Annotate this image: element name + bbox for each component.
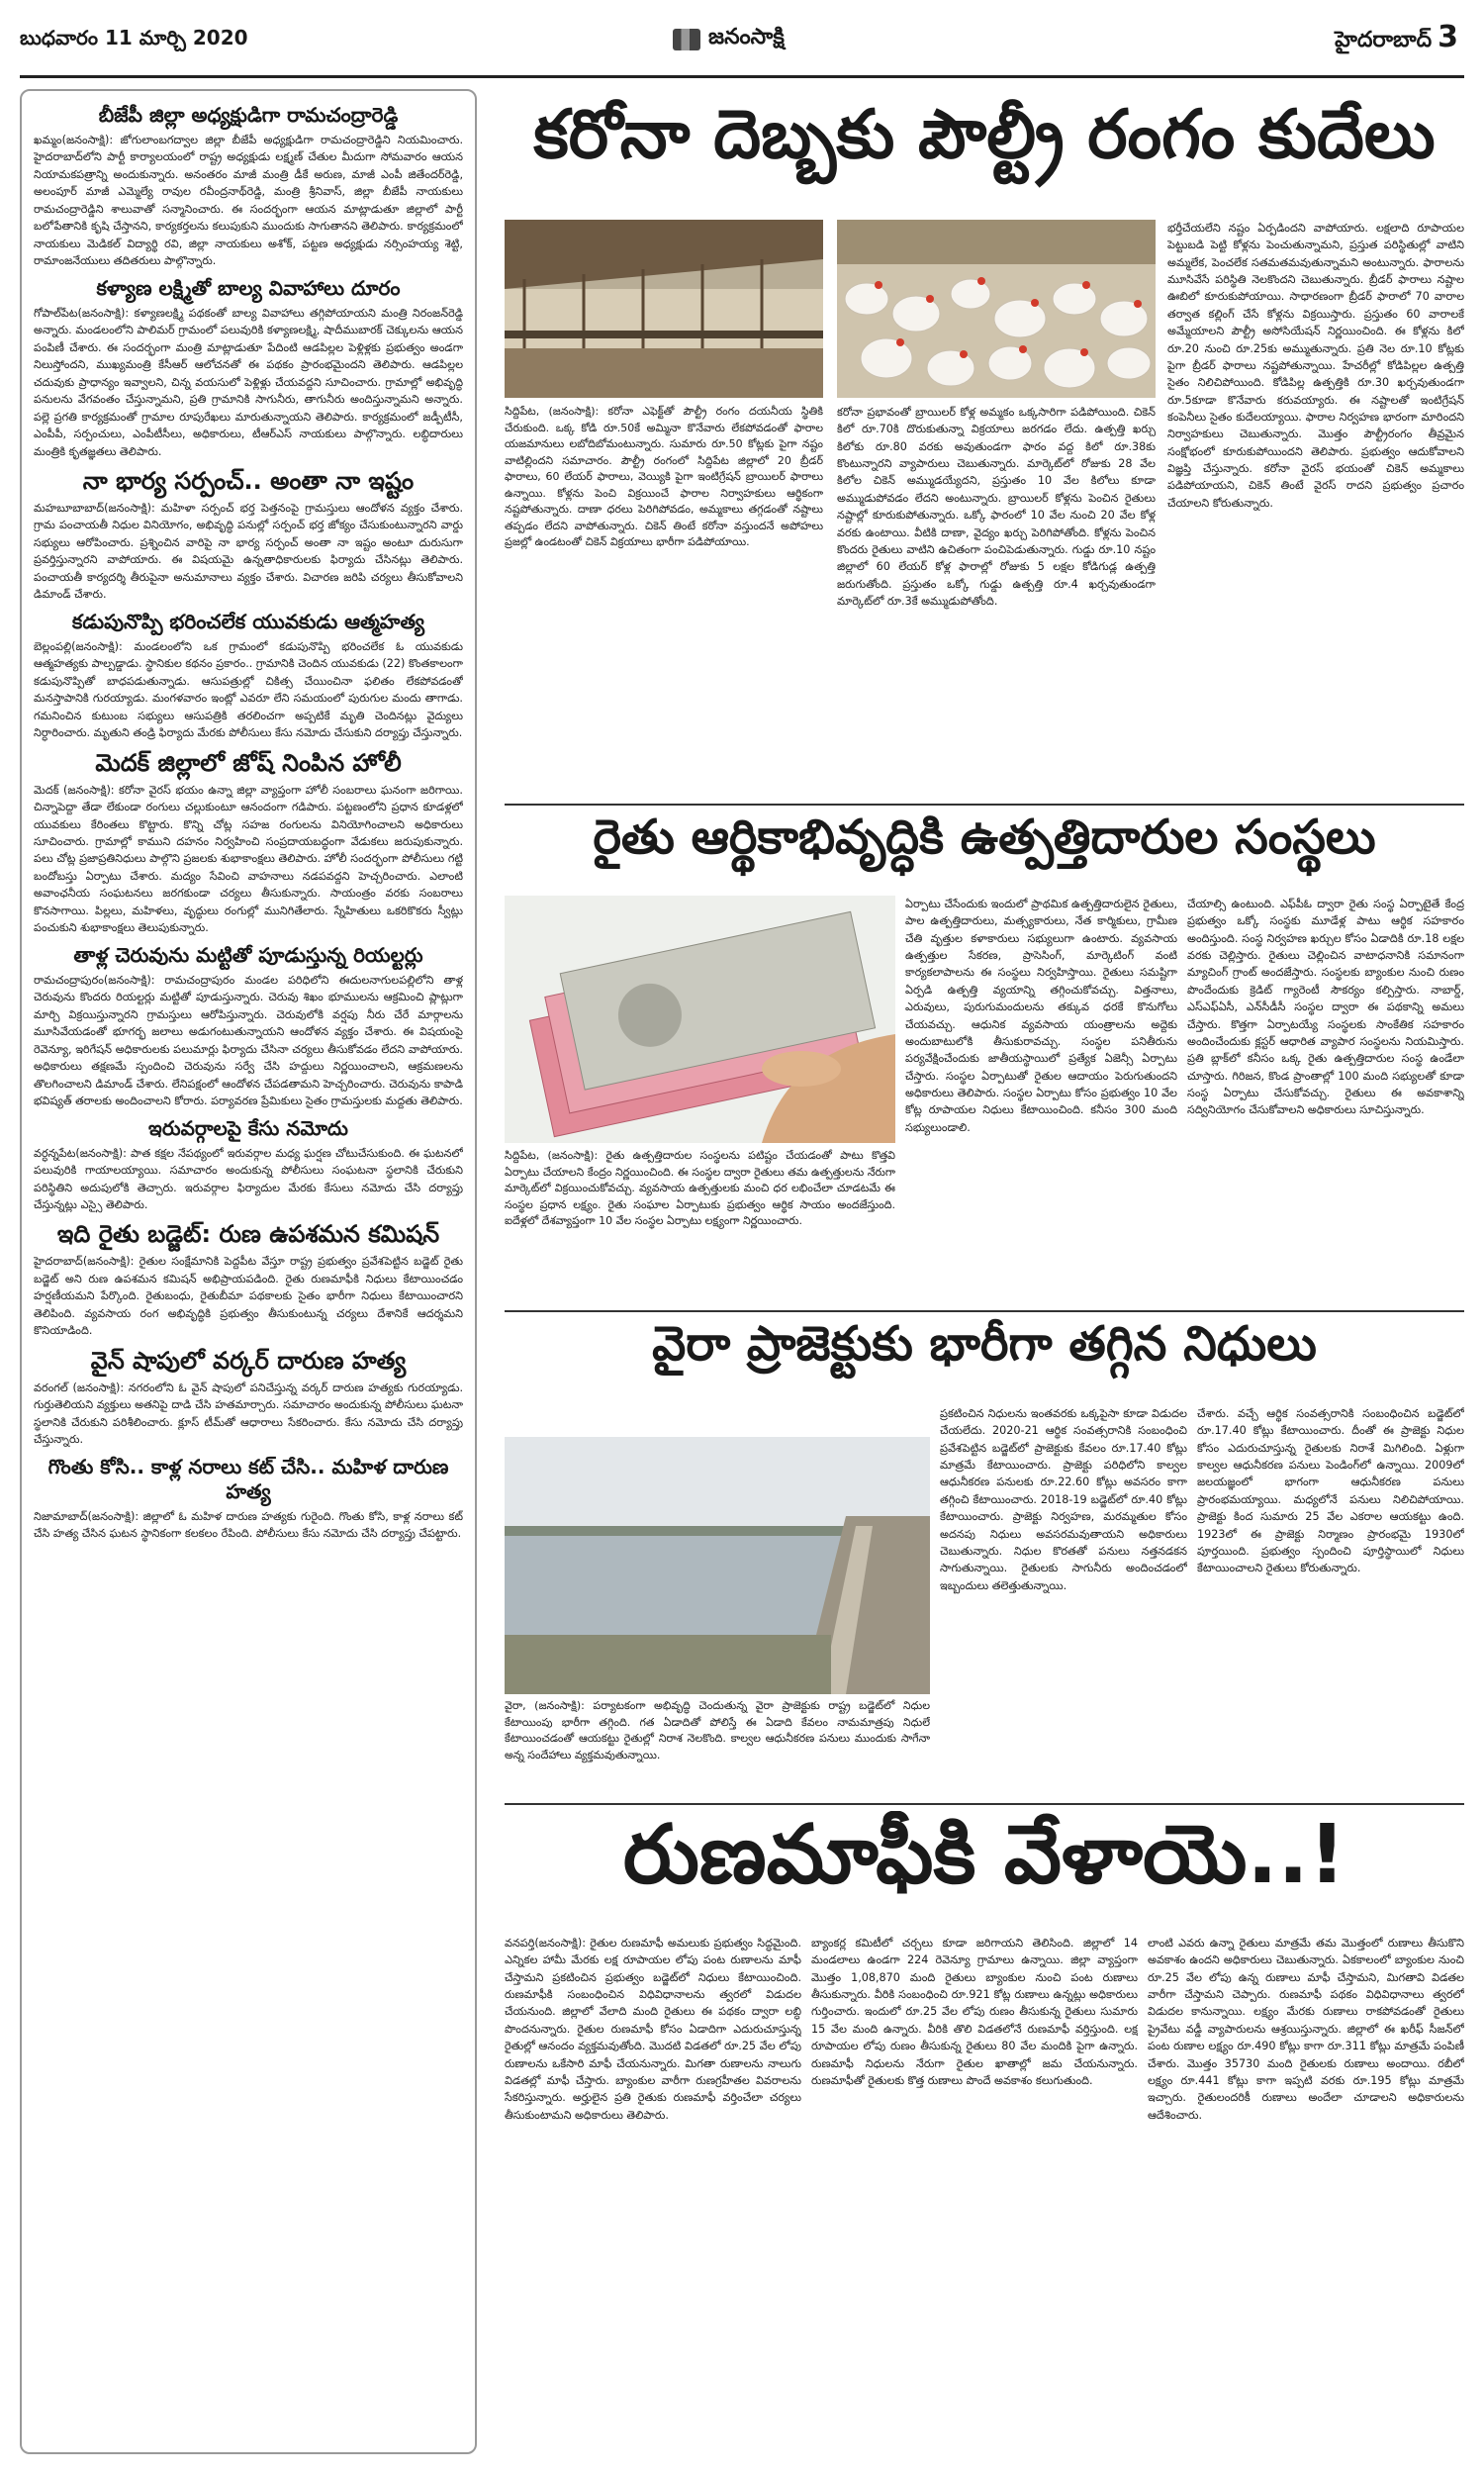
poultry-body-col3: భర్తీచేయలేని నష్టం ఏర్పడిందని వాపోయారు. లక్షలాది రూపాయల పెట్టుబడి పెట్టి కోళ్లను పెంచుతున్నామని, ప్రస్తుత పరిస్థితుల్లో వాటిని అమ్మలేక, పెంచలేక సతమతమవుతున్నామని అంటున్నారు. ఫారాలను మూసివేసే పరిస్థితి నెలకొందని చెబుతున్నారు. బ్రీడర్ ఫారాలు నష్టాల ఊబిలో కూరుకుపోయాయి. సాధారణంగా బ్రీడర్ ఫారాలో 70 వారాల తర్వాత కల్లింగ్ చేసే కోళ్లను విక్రయిస్తారు. ప్రస్తుతం 60 వారాలకే అమ్మేయాలని పౌల్ట్రీ అసోసియేషన్ నిర్ణయించింది. ఈ కోళ్లను కిలో రూ.20 నుంచి రూ.25కు అమ్ముతున్నారు. ప్రతి నెల రూ.10 కోట్లకు పైగా బ్రీడర్ ఫారాలు నష్టపోతున్నాయి. హేచరీల్లో కోడిపిల్లల ఉత్పత్తి సైతం నిలిచిపోయింది. కోడిపిల్ల ఉత్పత్తికి రూ.30 ఖర్చవుతుండగా రూ.5కూడా కొనేవారు కరువయ్యారు. ఈ నష్టాలతో ఇంటిగ్రేషన్ కంపెనీలు సైతం కుదేలయ్యాయి. ఫారాల నిర్వహణ భారంగా మారిందని నిర్వాహకులు చెబుతున్నారు. మొత్తం పౌల్ట్రీరంగం తీవ్రమైన సంక్షోభంలో కూరుకుపోయిందని తెలిపారు. ప్రభుత్వం ఆదుకోవాలని విజ్ఞప్తి చేస్తున్నారు. కరోనా వైరస్ భయంతో చికెన్ అమ్మకాలు పడిపోయాయని, చికెన్ తింటే వైరస్ రాదని ప్రభుత్వం ప్రచారం చేయాలని కోరుతున్నారు. (1167, 222, 1464, 510)
reservoir-photo (505, 1437, 930, 1694)
chickens-illustration (837, 220, 1156, 398)
currency-illustration (505, 896, 895, 1143)
news-brief (34, 610, 463, 742)
brief-headline: బీజేపీ జిల్లా అధ్యక్షుడిగా రామచంద్రారెడ్డి (98, 103, 399, 127)
news-brief (34, 1219, 463, 1339)
news-brief (34, 748, 463, 937)
poultry-shed-illustration (505, 220, 823, 398)
brief-body: వరంగల్ (జనంసాక్షి): నగరంలోని ఓ వైన్ షాపులో పనిచేస్తున్న వర్కర్ దారుణ హత్యకు గురయ్యాడు. గుర్తుతెలియని వ్యక్తులు అతనిపై దాడి చేసి హతమార్చారు. సమాచారం అందుకున్న పోలీసులు ఘటనా స్థలానికి చేరుకుని పరిశీలించారు. క్లూస్ టీమ్‌తో ఆధారాలు సేకరించారు. కేసు నమోదు చేసి దర్యాప్తు చేస్తున్నారు. (34, 1380, 463, 1447)
loan-waiver-body-col3: లాంటి ఎవరు ఉన్నా రైతులు మాత్రమే తమ మొత్తంలో రుణాలు తీసుకొని అవకాశం ఉందని అధికారులు చెబుతున్నారు. ఏకకాలంలో బ్యాంకుల నుంచి రూ.25 వేల లోపు ఉన్న రుణాలు మాఫీ చేస్తామని, మిగతావి విడతల వారీగా చేస్తామని చెప్పారు. రుణమాఫీ పథకం విధివిధానాలు త్వరలో విడుదల కానున్నాయి. లక్ష్యం మేరకు రుణాలు రాకపోవడంతో రైతులు ప్రైవేటు వడ్డీ వ్యాపారులను ఆశ్రయిస్తున్నారు. జిల్లాలో ఈ ఖరీఫ్ సీజన్‌లో పంట రుణాల లక్ష్యం రూ.490 కోట్లు కాగా రూ.311 కోట్లు మాత్రమే పంపిణీ చేశారు. మొత్తం 35730 మంది రైతులకు రుణాలు అందాయి. రబీలో లక్ష్యం రూ.441 కోట్లు కాగా ఇప్పటి వరకు రూ.195 కోట్లు మాత్రమే ఇచ్చారు. రైతులందరికీ రుణాలు అందేలా చూడాలని అధికారులను ఆదేశించారు. (1148, 1937, 1464, 2122)
poultry-photo-caption: సిద్దిపేట, (జనంసాక్షి): కరోనా ఎఫెక్ట్‌తో పౌల్ట్రీ రంగం దయనీయ స్థితికి చేరుకుంది. ఒక్క కోడి రూ.50కే అమ్మినా కొనేవారు లేకపోవడంతో ఫారాల యజమానులు లబోదిబోమంటున్నారు. సుమారు రూ.50 కోట్లకు పైగా నష్టం వాటిల్లిందని సమాచారం. పౌల్ట్రీ రంగంలో సిద్దిపేట జిల్లాలో 20 బ్రీడర్ ఫారాలు, 60 లేయర్ ఫారాలు, వెయ్యికి పైగా ఇంటిగ్రేషన్ బ్రాయిలర్ ఫారాలు ఉన్నాయి. కోళ్లను పెంచి విక్రయించే ఫారాల నిర్వాహకులు ఆర్థికంగా నష్టపోతున్నారు. దాణా ధరలు పెరిగిపోవడం, అమ్మకాలు తగ్గడంతో నష్టాలు తప్పడం లేదని వాపోతున్నారు. చికెన్ తింటే కరోనా వస్తుందనే అపోహలు ప్రజల్లో ఉండటంతో చికెన్ విక్రయాలు భారీగా పడిపోయాయి. (505, 405, 823, 548)
masthead-logo (673, 20, 785, 59)
brief-headline: కడుపునొప్పి భరించలేక యువకుడు ఆత్మహత్య (71, 609, 425, 633)
news-brief (34, 1346, 463, 1449)
brief-body: హైదరాబాద్(జనంసాక్షి): రైతుల సంక్షేమానికి పెద్దపీట వేస్తూ రాష్ట్ర ప్రభుత్వం ప్రవేశపెట్టిన బడ్జెట్ రైతు బడ్జెట్ అని రుణ ఉపశమన కమిషన్ అభిప్రాయపడింది. రైతు రుణమాఫీకి నిధులు కేటాయించడం హర్షణీయమని పేర్కొంది. రైతుబంధు, రైతుబీమా పథకాలకు సైతం భారీగా నిధులు కేటాయించారని తెలిపింది. వ్యవసాయ రంగ అభివృద్ధికి ప్రభుత్వం తీసుకుంటున్న చర్యలు దేశానికే ఆదర్శమని కొనియాడింది. (34, 1255, 463, 1338)
brief-headline: మెదక్‌ జిల్లాలో జోష్‌ నింపిన హోలీ (95, 748, 402, 777)
brief-body: వర్ధన్నపేట(జనంసాక్షి): పాత కక్షల నేపథ్యంలో ఇరువర్గాల మధ్య ఘర్షణ చోటుచేసుకుంది. ఈ ఘటనలో పలువురికి గాయాలయ్యాయి. సమాచారం అందుకున్న పోలీసులు సంఘటనా స్థలానికి చేరుకుని పరిస్థితిని అదుపులోకి తెచ్చారు. ఇరువర్గాల ఫిర్యాదుల మేరకు కేసులు నమోదు చేసి దర్యాప్తు చేస్తున్నట్లు ఎస్సై తెలిపారు. (34, 1146, 463, 1211)
brief-body: ఖమ్మం(జనంసాక్షి): జోగులాంబగద్వాల జిల్లా బీజేపీ అధ్యక్షుడిగా రామచంద్రారెడ్డిని నియమించారు. హైదరాబాద్‌లోని పార్టీ కార్యాలయంలో రాష్ట్ర అధ్యక్షుడు లక్ష్మణ్ చేతుల మీదుగా సోమవారం ఆయన నియామకపత్రాన్ని అందుకున్నారు. అనంతరం మాజీ మంత్రి డీకే అరుణ, మాజీ ఎంపీ జితేందర్‌రెడ్డి, అలంపూర్ మాజీ ఎమ్మెల్యే రావుల రవీంద్రనాథ్‌రెడ్డి, మంత్రి శ్రీనివాస్, జిల్లా బీజేపీ నాయకులు రామచంద్రారెడ్డిని శాలువాతో సన్మానించారు. ఈ సందర్భంగా ఆయన మాట్లాడుతూ జిల్లాలో పార్టీ బలోపేతానికి కృషి చేస్తానని, కార్యకర్తలను కలుపుకుని ముందుకు సాగుతానని తెలిపారు. కార్యక్రమంలో నాయకులు మెడికల్ విద్యార్థి రవి, జిల్లా నాయకులు అశోక్, పట్టణ అధ్యక్షుడు నర్సింహయ్య శెట్టి, రామాంజనేయులు తదితరులు పాల్గొన్నారు. (34, 134, 463, 268)
brief-body: బెల్లంపల్లి(జనంసాక్షి): మండలంలోని ఒక గ్రామంలో కడుపునొప్పి భరించలేక ఓ యువకుడు ఆత్మహత్యకు పాల్పడ్డాడు. స్థానికుల కథనం ప్రకారం.. గ్రామానికి చెందిన యువకుడు (22) కొంతకాలంగా కడుపునొప్పితో బాధపడుతున్నాడు. ఆసుపత్రుల్లో చికిత్స చేయించినా ఫలితం లేకపోవడంతో మనస్తాపానికి గురయ్యాడు. మంగళవారం ఇంట్లో ఎవరూ లేని సమయంలో పురుగుల మందు తాగాడు. గమనించిన కుటుంబ సభ్యులు ఆసుపత్రికి తరలించగా అప్పటికే మృతి చెందినట్లు వైద్యులు నిర్ధారించారు. మృతుని తండ్రి ఫిర్యాదు మేరకు పోలీసులు కేసు నమోదు చేసుకుని దర్యాప్తు చేస్తున్నారు. (34, 639, 463, 740)
fpo-body-col2: ఏర్పాటు చేసేందుకు ఇందులో ప్రాథమిక ఉత్పత్తిదారులైన రైతులు, పాల ఉత్పత్తిదారులు, మత్స్యకారులు, నేత కార్మికులు, గ్రామీణ చేతి వృత్తుల కళాకారులు సభ్యులుగా ఉంటారు. వ్యవసాయ ఉత్పత్తుల సేకరణ, ప్రాసెసింగ్, మార్కెటింగ్ వంటి కార్యకలాపాలను ఈ సంస్థలు నిర్వహిస్తాయి. రైతులు సమష్టిగా ఏర్పడి ఉత్పత్తి వ్యయాన్ని తగ్గించుకోవచ్చు. విత్తనాలు, ఎరువులు, పురుగుమందులను తక్కువ ధరకే కొనుగోలు చేయవచ్చు. ఆధునిక వ్యవసాయ యంత్రాలను అద్దెకు అందుబాటులోకి తీసుకురావచ్చు. సంస్థల పనితీరును పర్యవేక్షించేందుకు జాతీయస్థాయిలో ప్రత్యేక ఏజెన్సీ ఏర్పాటు చేస్తారు. సంస్థల ఏర్పాటుతో రైతుల ఆదాయం పెరుగుతుందని అధికారులు తెలిపారు. సంస్థల ఏర్పాటు కోసం ప్రభుత్వం 10 వేల కోట్ల రూపాయల నిధులు కేటాయించింది. కనీసం 300 మంది సభ్యులుండాలి. (905, 898, 1177, 1134)
news-brief (34, 466, 463, 604)
reservoir-illustration (505, 1437, 930, 1694)
logo-icon (673, 29, 700, 50)
news-brief (34, 1116, 463, 1214)
wyra-body-col2: ప్రకటించిన నిధులను ఇంతవరకు ఒక్కపైసా కూడా విడుదల చేయలేదు. 2020-21 ఆర్థిక సంవత్సరానికి సంబంధించి ప్రవేశపెట్టిన బడ్జెట్‌లో ప్రాజెక్టుకు కేవలం రూ.17.40 కోట్లు మాత్రమే కేటాయించారు. ప్రాజెక్టు పరిధిలోని కాల్వల ఆధునీకరణ పనులకు రూ.22.60 కోట్లు అవసరం కాగా తగ్గించి కేటాయించారు. 2018-19 బడ్జెట్‌లో రూ.40 కోట్లు కేటాయించారు. ప్రాజెక్టు నిర్వహణ, మరమ్మతుల కోసం అదనపు నిధులు అవసరమవుతాయని అధికారులు చెబుతున్నారు. నిధుల కొరతతో పనులు నత్తనడకన సాగుతున్నాయి. రైతులకు సాగునీరు అందించడంలో ఇబ్బందులు తలెత్తుతున్నాయి. (940, 1407, 1187, 1592)
loan-waiver-headline: రుణమాఫీకి వేళాయె..! (622, 1811, 1346, 1902)
brief-headline: వైన్‌ షాపులో వర్కర్‌ దారుణ హత్య (90, 1346, 407, 1375)
issue-date: బుధవారం 11 మార్చి 2020 (20, 26, 248, 49)
story-divider (505, 1310, 1464, 1312)
fpo-photo-caption: సిద్దిపేట, (జనంసాక్షి): రైతు ఉత్పత్తిదారుల సంస్థలను పటిష్టం చేయడంతో పాటు కొత్తవి ఏర్పాటు చేయాలని కేంద్రం నిర్ణయించింది. ఈ సంస్థల ద్వారా రైతులు తమ ఉత్పత్తులను నేరుగా మార్కెట్‌లో విక్రయించుకోవచ్చు. వ్యవసాయ ఉత్పత్తులకు మంచి ధర లభించేలా చూడటమే ఈ సంస్థల ప్రధాన లక్ష్యం. రైతు సంఘాల ఏర్పాటుకు ప్రభుత్వం ఆర్థిక సాయం అందజేస్తుంది. ఐదేళ్లలో దేశవ్యాప్తంగా 10 వేల సంస్థల ఏర్పాటు లక్ష్యంగా నిర్ణయించారు. (505, 1149, 895, 1227)
story-divider (505, 804, 1464, 806)
brief-body: గోపాల్‌పేట(జనంసాక్షి): కళ్యాణలక్ష్మి పథకంతో బాల్య వివాహాలు తగ్గిపోయాయని మంత్రి నిరంజన్‌రెడ్డి అన్నారు. మండలంలోని పాలిమర్ గ్రామంలో పలువురికి కళ్యాణలక్ష్మి, షాదీముబారక్ చెక్కులను ఆయన పంపిణీ చేశారు. ఈ సందర్భంగా మంత్రి మాట్లాడుతూ పేదింటి ఆడపిల్లల పెళ్లిళ్లకు ప్రభుత్వం అండగా నిలుస్తోందని, ముఖ్యమంత్రి కేసీఆర్ ఆలోచనతో ఈ పథకం ప్రారంభమైందని తెలిపారు. ఆడపిల్లల చదువుకు ప్రాధాన్యం ఇవ్వాలని, చిన్న వయసులో పెళ్లిళ్లు చేయవద్దని సూచించారు. గ్రామాల్లో అభివృద్ధి పనులను వేగవంతం చేస్తున్నామని, ప్రతి గ్రామానికి సాగునీరు, తాగునీరు అందిస్తున్నామని అన్నారు. పల్లె ప్రగతి కార్యక్రమంతో గ్రామాల రూపురేఖలు మారుతున్నాయని తెలిపారు. కార్యక్రమంలో జడ్పీటీసీ, ఎంపీపీ, సర్పంచులు, ఎంపీటీసీలు, అధికారులు, టీఆర్ఎస్ నాయకులు పాల్గొన్నారు. లబ్ధిదారులు మంత్రికి కృతజ్ఞతలు తెలిపారు. (34, 306, 463, 458)
news-brief (34, 276, 463, 460)
poultry-headline: కరోనా దెబ్బకు పౌల్ట్రీ రంగం కుదేలు (533, 99, 1436, 174)
header-divider (20, 75, 1464, 78)
brief-headline: కళ్యాణ లక్ష్మితో బాల్య వివాహాలు దూరం (96, 275, 401, 300)
brief-headline: నా భార్య సర్పంచ్‌.. అంతా నా ఇష్టం (82, 466, 415, 495)
brief-headline: గొంతు కోసి.. కాళ్ల నరాలు కట్‌ చేసి.. మహిళ దారుణ హత్య (47, 1454, 449, 1503)
farmers-fpo-headline: రైతు ఆర్థికాభివృద్ధికి ఉత్పత్తిదారుల సంస్థలు (593, 811, 1376, 865)
wyra-body-col3: చేశారు. వచ్చే ఆర్థిక సంవత్సరానికి సంబంధించిన బడ్జెట్‌లో రూ.17.40 కోట్లు కేటాయించారు. దీంతో ఈ ప్రాజెక్టు నిధుల కోసం ఎదురుచూస్తున్న రైతులకు నిరాశే మిగిలింది. ఏళ్లుగా కాల్వల ఆధునీకరణ పనులు పెండింగ్‌లో ఉన్నాయి. 2009లో జలయజ్ఞంలో భాగంగా ఆధునీకరణ పనులు ప్రారంభమయ్యాయి. మధ్యలోనే పనులు నిలిచిపోయాయి. ప్రాజెక్టు కింద సుమారు 25 వేల ఎకరాల ఆయకట్టు ఉంది. 1923లో ఈ ప్రాజెక్టు నిర్మాణం ప్రారంభమై 1930లో పూర్తయింది. ప్రభుత్వం స్పందించి పూర్తిస్థాయిలో నిధులు కేటాయించాలని రైతులు కోరుతున్నారు. (1197, 1407, 1464, 1575)
chickens-photo (837, 220, 1156, 398)
news-brief (34, 103, 463, 270)
reservoir-photo-caption: వైరా, (జనంసాక్షి): పర్యాటకంగా అభివృద్ధి చెందుతున్న వైరా ప్రాజెక్టుకు రాష్ట్ర బడ్జెట్‌లో నిధుల కేటాయింపు భారీగా తగ్గింది. గత ఏడాదితో పోలిస్తే ఈ ఏడాది కేవలం నామమాత్రపు నిధులే కేటాయించడంతో ఆయకట్టు రైతుల్లో నిరాశ నెలకొంది. కాల్వల ఆధునీకరణ పనులు ముందుకు సాగేనా అన్న సందేహాలు వ్యక్తమవుతున్నాయి. (505, 1699, 930, 1761)
loan-waiver-body-col1: వనపర్తి(జనంసాక్షి): రైతుల రుణమాఫీ అమలుకు ప్రభుత్వం సిద్ధమైంది. ఎన్నికల హామీ మేరకు లక్ష రూపాయల లోపు పంట రుణాలను మాఫీ చేస్తామని ప్రకటించిన ప్రభుత్వం బడ్జెట్‌లో నిధులు కేటాయించింది. రుణమాఫీకి సంబంధించిన విధివిధానాలను త్వరలో విడుదల చేయనుంది. జిల్లాలో వేలాది మంది రైతులు ఈ పథకం ద్వారా లబ్ధి పొందనున్నారు. రైతుల రుణమాఫీ కోసం ఏడాదిగా ఎదురుచూస్తున్న రైతుల్లో ఆనందం వ్యక్తమవుతోంది. మొదటి విడతలో రూ.25 వేల లోపు రుణాలను ఒకేసారి మాఫీ చేయనున్నారు. మిగతా రుణాలను నాలుగు విడతల్లో మాఫీ చేస్తారు. బ్యాంకుల వారీగా రుణగ్రహీతల వివరాలను సేకరిస్తున్నారు. అర్హులైన ప్రతి రైతుకు రుణమాఫీ వర్తించేలా చర్యలు తీసుకుంటామని అధికారులు తెలిపారు. (505, 1937, 801, 2122)
paper-name: జనంసాక్షి (708, 25, 785, 49)
brief-headline: ఇది రైతు బడ్జెట్‌: రుణ ఉపశమన కమిషన్‌ (56, 1220, 440, 1249)
city-name: హైదరాబాద్ (1335, 28, 1433, 52)
loan-waiver-body-col2: బ్యాంకర్ల కమిటీలో చర్చలు కూడా జరిగాయని తెలిసింది. జిల్లాలో 14 మండలాలు ఉండగా 224 రెవెన్యూ గ్రామాలు ఉన్నాయి. జిల్లా వ్యాప్తంగా మొత్తం 1,08,870 మంది రైతులు బ్యాంకుల నుంచి పంట రుణాలు తీసుకున్నారు. వీరికి సంబంధించి రూ.921 కోట్ల రుణాలు ఉన్నట్లు అధికారులు గుర్తించారు. ఇందులో రూ.25 వేల లోపు రుణం తీసుకున్న రైతులు సుమారు 15 వేల మంది ఉన్నారు. వీరికి తొలి విడతలోనే రుణమాఫీ వర్తిస్తుంది. లక్ష రూపాయల లోపు రుణం తీసుకున్న రైతులు 80 వేల మందికి పైగా ఉన్నారు. రుణమాఫీ నిధులను నేరుగా రైతుల ఖాతాల్లో జమ చేయనున్నారు. రుణమాఫీతో రైతులకు కొత్త రుణాలు పొందే అవకాశం కలుగుతుంది. (811, 1937, 1138, 2087)
left-news-column (20, 89, 477, 2454)
story-divider (505, 1803, 1464, 1805)
brief-headline: ఇరువర్గాలపై కేసు నమోదు (148, 1115, 348, 1140)
brief-body: మెదక్ (జనంసాక్షి): కరోనా వైరస్ భయం ఉన్నా జిల్లా వ్యాప్తంగా హోలీ సంబరాలు ఘనంగా జరిగాయి. చిన్నాపెద్దా తేడా లేకుండా రంగులు చల్లుకుంటూ ఆనందంగా గడిపారు. పట్టణంలోని ప్రధాన కూడళ్లలో యువకులు కేరింతలు కొట్టారు. కొన్ని చోట్ల సహజ రంగులను వినియోగించాలని అధికారులు సూచించారు. గ్రామాల్లో కాముని దహనం నిర్వహించి సంప్రదాయబద్ధంగా వేడుకలు జరుపుకున్నారు. పలు చోట్ల ప్రజాప్రతినిధులు పాల్గొని ప్రజలకు శుభాకాంక్షలు తెలిపారు. హోలీ సందర్భంగా పోలీసులు గట్టి బందోబస్తు ఏర్పాటు చేశారు. మద్యం సేవించి వాహనాలు నడపవద్దని హెచ్చరించారు. ఎలాంటి అవాంఛనీయ సంఘటనలు జరగకుండా చర్యలు తీసుకున్నారు. సాయంత్రం వరకు సంబరాలు కొనసాగాయి. పిల్లలు, మహిళలు, వృద్ధులు రంగుల్లో మునిగితేలారు. స్నేహితులు ఒకరికొకరు స్వీట్లు పంచుకుని శుభాకాంక్షలు తెలుపుకున్నారు. (34, 783, 463, 935)
brief-body: నిజామాబాద్(జనంసాక్షి): జిల్లాలో ఓ మహిళ దారుణ హత్యకు గురైంది. గొంతు కోసి, కాళ్ల నరాలు కట్ చేసి హత్య చేసిన ఘటన స్థానికంగా కలకలం రేపింది. పోలీసులు కేసు నమోదు చేసి దర్యాప్తు చేపట్టారు. (34, 1509, 463, 1541)
brief-headline: తాళ్ల చెరువును మట్టితో పూడుస్తున్న రియల్టర్లు (73, 942, 423, 967)
news-brief (34, 1455, 463, 1543)
wyra-project-headline: వైరా ప్రాజెక్టుకు భారీగా తగ్గిన నిధులు (652, 1318, 1317, 1372)
currency-notes-photo (505, 896, 895, 1143)
fpo-body-col3: చేయాల్సి ఉంటుంది. ఎఫ్‌పీఓ ద్వారా రైతు సంస్థ ఏర్పాటైతే కేంద్ర ప్రభుత్వం ఒక్కో సంస్థకు మూడేళ్ల పాటు ఆర్థిక సహకారం అందిస్తుంది. సంస్థ నిర్వహణ ఖర్చుల కోసం ఏడాదికి రూ.18 లక్షల వరకు చెల్లిస్తారు. రైతులు చెల్లించిన వాటాధనానికి సమానంగా మ్యాచింగ్ గ్రాంట్ అందజేస్తారు. సంస్థలకు బ్యాంకుల నుంచి రుణం పొందేందుకు క్రెడిట్ గ్యారెంటీ సౌకర్యం కల్పిస్తారు. నాబార్డ్, ఎస్‌ఎఫ్‌ఏసీ, ఎన్‌సీడీసీ సంస్థల ద్వారా ఈ పథకాన్ని అమలు చేస్తారు. కొత్తగా ఏర్పాటయ్యే సంస్థలకు సాంకేతిక సహకారం అందించేందుకు క్లస్టర్ ఆధారిత వ్యాపార సంస్థలను నియమిస్తారు. ప్రతి బ్లాక్‌లో కనీసం ఒక్క రైతు ఉత్పత్తిదారుల సంస్థ ఉండేలా చూస్తారు. గిరిజన, కొండ ప్రాంతాల్లో 100 మంది సభ్యులతో కూడా సంస్థ ఏర్పాటు చేసుకోవచ్చు. రైతులు ఈ అవకాశాన్ని సద్వినియోగం చేసుకోవాలని అధికారులు సూచిస్తున్నారు. (1187, 898, 1464, 1117)
poultry-body-col2: కరోనా ప్రభావంతో బ్రాయిలర్ కోళ్ల అమ్మకం ఒక్కసారిగా పడిపోయింది. చికెన్ కిలో రూ.70కి దొరుకుతున్నా విక్రయాలు జరగడం లేదు. ఉత్పత్తి ఖర్చు కిలోకు రూ.80 వరకు అవుతుండగా ఫారం వద్ద కిలో రూ.38కు కొంటున్నారని వ్యాపారులు చెబుతున్నారు. మార్కెట్‌లో రోజుకు 28 వేల కిలోల చికెన్ అమ్ముడయ్యేదని, ప్రస్తుతం 10 వేల కిలోలు కూడా అమ్ముడుపోవడం లేదని అంటున్నారు. బ్రాయిలర్ కోళ్లను పెంచిన రైతులు నష్టాల్లో కూరుకుపోతున్నారు. ఒక్కో ఫారంలో 10 వేల నుంచి 20 వేల కోళ్ల వరకు ఉంటాయి. వీటికి దాణా, వైద్యం ఖర్చు పెరిగిపోతోంది. కోళ్లను పెంచిన కొందరు రైతులు వాటిని ఉచితంగా పంచిపెడుతున్నారు. గుడ్డు రూ.10 నష్టం జిల్లాలో 60 లేయర్ కోళ్ల ఫారాల్లో రోజుకు 5 లక్షల కోడిగుడ్ల ఉత్పత్తి జరుగుతోంది. ప్రస్తుతం ఒక్కో గుడ్డు ఉత్పత్తి రూ.4 ఖర్చవుతుండగా మార్కెట్‌లో రూ.3కే అమ్ముడుపోతోంది. (837, 406, 1156, 608)
brief-body: మహబూబాబాద్(జనంసాక్షి): మహిళా సర్పంచ్ భర్త పెత్తనంపై గ్రామస్తులు ఆందోళన వ్యక్తం చేశారు. గ్రామ పంచాయతీ నిధుల వినియోగం, అభివృద్ధి పనుల్లో సర్పంచ్ భర్త జోక్యం చేసుకుంటున్నారని వార్డు సభ్యులు ఆరోపించారు. ప్రశ్నించిన వారిపై నా భార్య సర్పంచ్ అంతా నా ఇష్టం అంటూ దురుసుగా ప్రవర్తిస్తున్నారని వాపోయారు. ఈ విషయమై ఉన్నతాధికారులకు ఫిర్యాదు చేసినట్లు తెలిపారు. పంచాయతీ కార్యదర్శి తీరుపైనా అనుమానాలు వ్యక్తం చేశారు. విచారణ జరిపి చర్యలు తీసుకోవాలని డిమాండ్ చేశారు. (34, 501, 463, 602)
page-header (20, 10, 1464, 69)
poultry-shed-photo (505, 220, 823, 398)
page-number: 3 (1438, 20, 1458, 54)
brief-body: రామచంద్రాపురం(జనంసాక్షి): రామచంద్రాపురం మండల పరిధిలోని ఈదులనాగులపల్లిలోని తాళ్ల చెరువును కొందరు రియల్టర్లు మట్టితో పూడుస్తున్నారు. చెరువు శిఖం భూములను ఆక్రమించి ప్లాట్లుగా మార్చి విక్రయిస్తున్నారని గ్రామస్తులు ఆరోపిస్తున్నారు. చెరువులోకి వర్షపు నీరు చేరే మార్గాలను మూసివేయడంతో భూగర్భ జలాలు అడుగంటుతున్నాయని ఆందోళన వ్యక్తం చేశారు. ఈ విషయంపై రెవెన్యూ, ఇరిగేషన్ అధికారులకు పలుమార్లు ఫిర్యాదు చేసినా చర్యలు తీసుకోవడం లేదని వాపోయారు. అధికారులు తక్షణమే స్పందించి చెరువును సర్వే చేసి హద్దులు నిర్ణయించాలని, ఆక్రమణలను తొలగించాలని డిమాండ్ చేశారు. లేనిపక్షంలో ఆందోళన చేపడతామని హెచ్చరించారు. చెరువును కాపాడి భవిష్యత్ తరాలకు అందించాలని కోరారు. పర్యావరణ ప్రేమికులు సైతం గ్రామస్తులకు మద్దతు తెలిపారు. (34, 973, 463, 1108)
edition-city (1335, 20, 1458, 57)
news-brief (34, 943, 463, 1110)
